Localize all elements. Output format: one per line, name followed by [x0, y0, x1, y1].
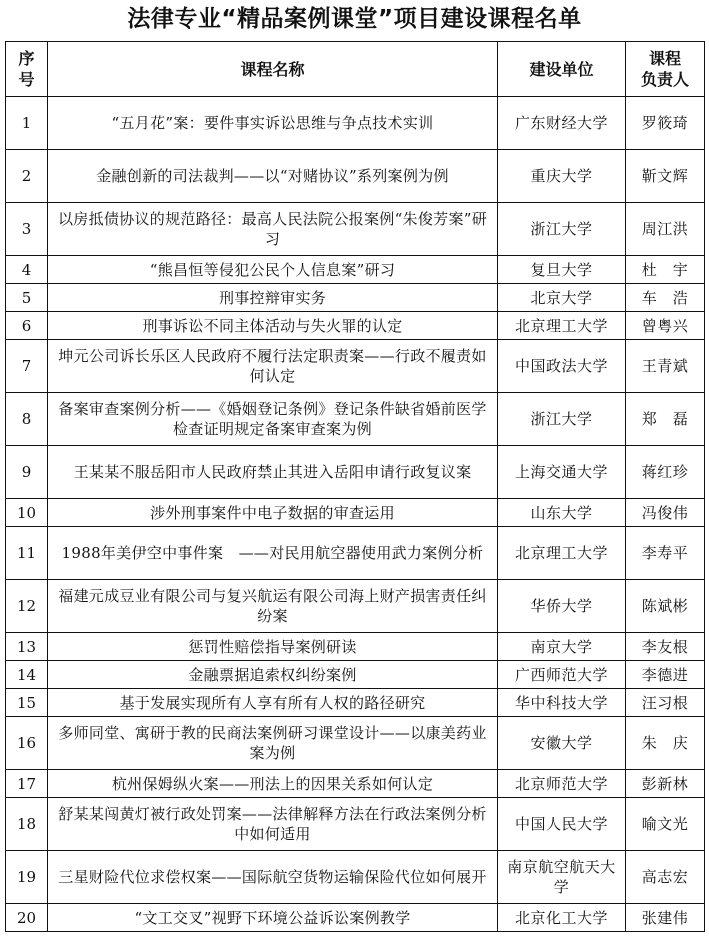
person-name: 王青斌 — [626, 340, 705, 393]
row-number: 14 — [6, 661, 48, 689]
unit-name: 北京理工大学 — [498, 312, 626, 340]
unit-name: 北京大学 — [498, 284, 626, 312]
row-number: 9 — [6, 446, 48, 499]
table-row — [6, 312, 705, 340]
course-name: 多师同堂、寓研于教的民商法案例研习课堂设计——以康美药业案为例 — [48, 717, 498, 770]
unit-name: 山东大学 — [498, 499, 626, 527]
unit-name: 浙江大学 — [498, 393, 626, 446]
person-name: 李德进 — [626, 661, 705, 689]
course-name: 福建元成豆业有限公司与复兴航运有限公司海上财产损害责任纠纷案 — [48, 580, 498, 633]
table-row — [6, 717, 705, 770]
person-name: 靳文辉 — [626, 150, 705, 203]
row-number: 5 — [6, 284, 48, 312]
unit-name: 北京师范大学 — [498, 770, 626, 798]
table-row — [6, 851, 705, 904]
table-row — [6, 150, 705, 203]
unit-name: 南京大学 — [498, 633, 626, 661]
course-name: 舒某某闯黄灯被行政处罚案——法律解释方法在行政法案例分析中如何适用 — [48, 798, 498, 851]
row-number: 4 — [6, 256, 48, 284]
table-row — [6, 284, 705, 312]
course-name: 1988年美伊空中事件案 ——对民用航空器使用武力案例分析 — [48, 527, 498, 580]
person-name: 车 浩 — [626, 284, 705, 312]
course-name: 金融票据追索权纠纷案例 — [48, 661, 498, 689]
row-number: 7 — [6, 340, 48, 393]
unit-name: 中国人民大学 — [498, 798, 626, 851]
person-name: 陈斌彬 — [626, 580, 705, 633]
person-name: 杜 宇 — [626, 256, 705, 284]
table-row — [6, 904, 705, 932]
header-person: 课程 负责人 — [626, 42, 705, 97]
course-name: 刑事控辩审实务 — [48, 284, 498, 312]
table-row — [6, 256, 705, 284]
unit-name: 中国政法大学 — [498, 340, 626, 393]
course-name: 王某某不服岳阳市人民政府禁止其进入岳阳申请行政复议案 — [48, 446, 498, 499]
table-row — [6, 633, 705, 661]
unit-name: 南京航空航天大学 — [498, 851, 626, 904]
course-name: 涉外刑事案件中电子数据的审查运用 — [48, 499, 498, 527]
table-row — [6, 689, 705, 717]
person-name: 喻文光 — [626, 798, 705, 851]
table-row — [6, 499, 705, 527]
course-name: 惩罚性赔偿指导案例研读 — [48, 633, 498, 661]
course-name: “熊昌恒等侵犯公民个人信息案”研习 — [48, 256, 498, 284]
row-number: 15 — [6, 689, 48, 717]
person-name: 高志宏 — [626, 851, 705, 904]
row-number: 3 — [6, 203, 48, 256]
table-row — [6, 203, 705, 256]
table-row — [6, 446, 705, 499]
table-row — [6, 580, 705, 633]
person-name: 罗筱琦 — [626, 97, 705, 150]
unit-name: 安徽大学 — [498, 717, 626, 770]
row-number: 8 — [6, 393, 48, 446]
row-number: 12 — [6, 580, 48, 633]
row-number: 6 — [6, 312, 48, 340]
unit-name: 北京理工大学 — [498, 527, 626, 580]
person-name: 冯俊伟 — [626, 499, 705, 527]
unit-name: 华中科技大学 — [498, 689, 626, 717]
row-number: 16 — [6, 717, 48, 770]
unit-name: 广西师范大学 — [498, 661, 626, 689]
person-name: 张建伟 — [626, 904, 705, 932]
header-num: 序 号 — [6, 42, 48, 97]
course-name: 备案审查案例分析——《婚姻登记条例》登记条件缺省婚前医学检查证明规定备案审查案为例 — [48, 393, 498, 446]
course-name: 以房抵债协议的规范路径：最高人民法院公报案例“朱俊芳案”研习 — [48, 203, 498, 256]
unit-name: 重庆大学 — [498, 150, 626, 203]
course-name: “文工交叉”视野下环境公益诉讼案例教学 — [48, 904, 498, 932]
table-row — [6, 393, 705, 446]
page-title: 法律专业“精品案例课堂”项目建设课程名单 — [127, 6, 582, 32]
table-row — [6, 770, 705, 798]
course-name: 刑事诉讼不同主体活动与失火罪的认定 — [48, 312, 498, 340]
unit-name: 复旦大学 — [498, 256, 626, 284]
unit-name: 上海交通大学 — [498, 446, 626, 499]
table-row — [6, 97, 705, 150]
row-number: 11 — [6, 527, 48, 580]
table-row — [6, 798, 705, 851]
row-number: 13 — [6, 633, 48, 661]
person-name: 彭新林 — [626, 770, 705, 798]
course-name: 三星财险代位求偿权案——国际航空货物运输保险代位如何展开 — [48, 851, 498, 904]
row-number: 10 — [6, 499, 48, 527]
row-number: 19 — [6, 851, 48, 904]
row-number: 17 — [6, 770, 48, 798]
row-number: 20 — [6, 904, 48, 932]
table-row — [6, 340, 705, 393]
course-table — [5, 41, 705, 932]
unit-name: 浙江大学 — [498, 203, 626, 256]
course-name: 杭州保姆纵火案——刑法上的因果关系如何认定 — [48, 770, 498, 798]
person-name: 曾粤兴 — [626, 312, 705, 340]
table-body — [6, 97, 705, 932]
person-name: 李寿平 — [626, 527, 705, 580]
course-name: 基于发展实现所有人享有所有人权的路径研究 — [48, 689, 498, 717]
unit-name: 广东财经大学 — [498, 97, 626, 150]
row-number: 18 — [6, 798, 48, 851]
row-number: 2 — [6, 150, 48, 203]
table-header-row — [6, 42, 705, 97]
person-name: 蒋红珍 — [626, 446, 705, 499]
unit-name: 北京化工大学 — [498, 904, 626, 932]
person-name: 李友根 — [626, 633, 705, 661]
course-name: 金融创新的司法裁判——以“对赌协议”系列案例为例 — [48, 150, 498, 203]
table-row — [6, 661, 705, 689]
header-unit: 建设单位 — [498, 42, 626, 97]
header-course: 课程名称 — [48, 42, 498, 97]
person-name: 汪习根 — [626, 689, 705, 717]
unit-name: 华侨大学 — [498, 580, 626, 633]
table-row — [6, 527, 705, 580]
course-name: “五月花”案：要件事实诉讼思维与争点技术实训 — [48, 97, 498, 150]
row-number: 1 — [6, 97, 48, 150]
person-name: 郑 磊 — [626, 393, 705, 446]
person-name: 朱 庆 — [626, 717, 705, 770]
course-name: 坤元公司诉长乐区人民政府不履行法定职责案——行政不履责如何认定 — [48, 340, 498, 393]
person-name: 周江洪 — [626, 203, 705, 256]
